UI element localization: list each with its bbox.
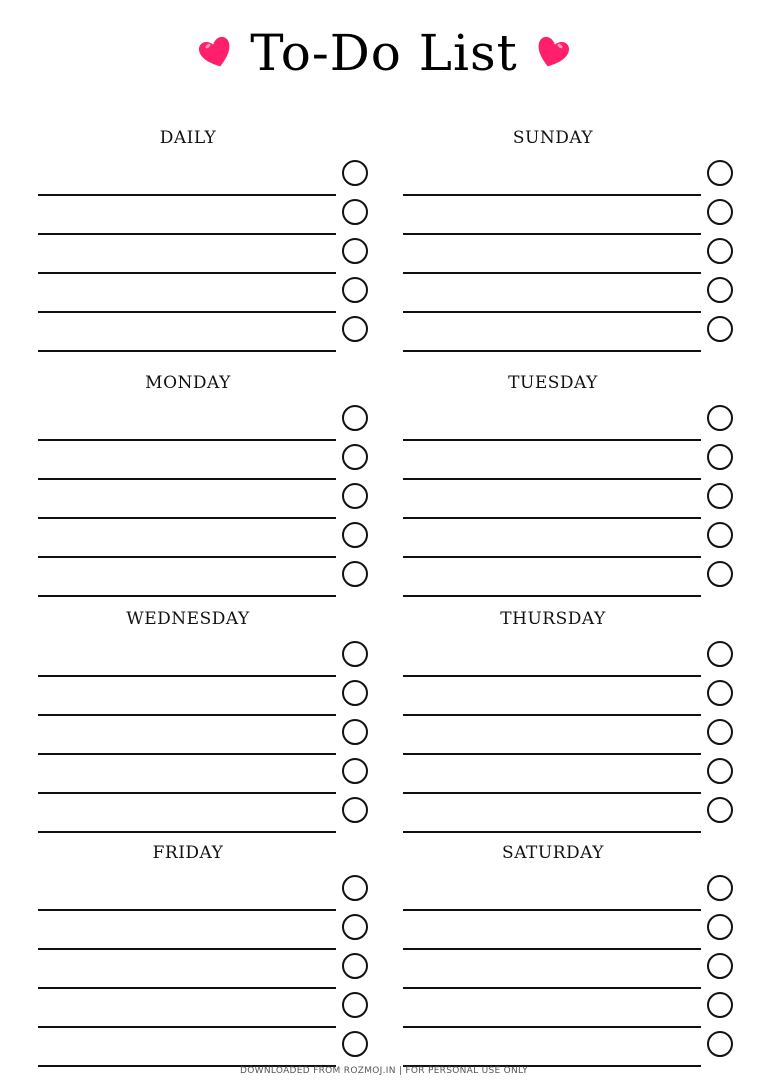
task-line[interactable] xyxy=(38,675,336,677)
heart-icon xyxy=(196,33,236,73)
task-row xyxy=(38,875,368,911)
task-line[interactable] xyxy=(403,909,701,911)
footer-note: DOWNLOADED FROM ROZMOJ.IN | FOR PERSONAL USE ONLY xyxy=(240,1066,528,1076)
task-row xyxy=(38,680,368,716)
section-title: DAILY xyxy=(159,128,217,148)
section-wednesday xyxy=(38,609,368,834)
task-checkbox[interactable] xyxy=(342,277,368,303)
task-row xyxy=(403,277,733,313)
task-row xyxy=(38,405,368,441)
task-checkbox[interactable] xyxy=(707,641,733,667)
section-monday xyxy=(38,373,368,598)
task-row xyxy=(38,561,368,597)
task-row xyxy=(403,522,733,558)
task-row xyxy=(403,992,733,1028)
task-checkbox[interactable] xyxy=(342,641,368,667)
task-checkbox[interactable] xyxy=(342,444,368,470)
task-row xyxy=(403,561,733,597)
task-checkbox[interactable] xyxy=(707,277,733,303)
task-row xyxy=(403,680,733,716)
task-checkbox[interactable] xyxy=(342,199,368,225)
task-checkbox[interactable] xyxy=(342,758,368,784)
task-line[interactable] xyxy=(38,478,336,480)
task-line[interactable] xyxy=(38,792,336,794)
task-checkbox[interactable] xyxy=(707,561,733,587)
task-checkbox[interactable] xyxy=(342,1031,368,1057)
task-line[interactable] xyxy=(403,194,701,196)
task-row xyxy=(403,483,733,519)
task-row xyxy=(403,758,733,794)
task-line[interactable] xyxy=(38,987,336,989)
section-daily xyxy=(38,128,368,353)
task-row xyxy=(38,522,368,558)
task-line[interactable] xyxy=(38,350,336,352)
task-checkbox[interactable] xyxy=(342,992,368,1018)
heart-icon xyxy=(532,33,572,73)
task-checkbox[interactable] xyxy=(342,160,368,186)
task-checkbox[interactable] xyxy=(707,238,733,264)
task-checkbox[interactable] xyxy=(707,199,733,225)
task-checkbox[interactable] xyxy=(707,797,733,823)
task-line[interactable] xyxy=(38,194,336,196)
task-row xyxy=(403,797,733,833)
section-thursday xyxy=(403,609,733,834)
task-line[interactable] xyxy=(38,714,336,716)
section-saturday xyxy=(403,843,733,1068)
section-title: MONDAY xyxy=(145,373,231,393)
task-row xyxy=(38,160,368,196)
task-checkbox[interactable] xyxy=(342,522,368,548)
task-checkbox[interactable] xyxy=(707,875,733,901)
section-title: SATURDAY xyxy=(502,843,604,863)
task-line[interactable] xyxy=(38,595,336,597)
task-line[interactable] xyxy=(403,714,701,716)
task-line[interactable] xyxy=(38,556,336,558)
task-line[interactable] xyxy=(403,831,701,833)
task-checkbox[interactable] xyxy=(707,914,733,940)
task-line[interactable] xyxy=(38,311,336,313)
task-checkbox[interactable] xyxy=(342,405,368,431)
section-title: FRIDAY xyxy=(152,843,224,863)
task-row xyxy=(403,641,733,677)
section-title: WEDNESDAY xyxy=(126,609,250,629)
task-row xyxy=(403,238,733,274)
section-title: TUESDAY xyxy=(508,373,598,393)
task-checkbox[interactable] xyxy=(707,444,733,470)
task-row xyxy=(38,483,368,519)
task-checkbox[interactable] xyxy=(707,405,733,431)
task-line[interactable] xyxy=(403,478,701,480)
title-bar xyxy=(0,18,768,88)
task-row xyxy=(38,758,368,794)
task-row xyxy=(403,875,733,911)
task-row xyxy=(38,953,368,989)
section-friday xyxy=(38,843,368,1068)
task-row xyxy=(38,238,368,274)
section-title: SUNDAY xyxy=(512,128,594,148)
task-row xyxy=(403,160,733,196)
task-row xyxy=(38,914,368,950)
task-checkbox[interactable] xyxy=(342,561,368,587)
task-line[interactable] xyxy=(403,792,701,794)
task-checkbox[interactable] xyxy=(707,758,733,784)
task-line[interactable] xyxy=(403,272,701,274)
task-line[interactable] xyxy=(38,831,336,833)
task-checkbox[interactable] xyxy=(342,680,368,706)
task-row xyxy=(403,405,733,441)
task-row xyxy=(38,277,368,313)
section-title: THURSDAY xyxy=(500,609,606,629)
task-row xyxy=(38,797,368,833)
task-checkbox[interactable] xyxy=(707,522,733,548)
section-sunday xyxy=(403,128,733,353)
task-checkbox[interactable] xyxy=(342,316,368,342)
task-line[interactable] xyxy=(38,272,336,274)
task-row xyxy=(38,1031,368,1067)
task-line[interactable] xyxy=(403,233,701,235)
task-row xyxy=(38,641,368,677)
task-checkbox[interactable] xyxy=(707,680,733,706)
task-row xyxy=(403,914,733,950)
task-line[interactable] xyxy=(38,1026,336,1028)
task-checkbox[interactable] xyxy=(342,797,368,823)
task-line[interactable] xyxy=(38,948,336,950)
task-line[interactable] xyxy=(38,753,336,755)
task-checkbox[interactable] xyxy=(707,992,733,1018)
task-row xyxy=(38,444,368,480)
task-row xyxy=(38,199,368,235)
task-row xyxy=(38,719,368,755)
task-line[interactable] xyxy=(403,556,701,558)
section-tuesday xyxy=(403,373,733,598)
task-line[interactable] xyxy=(38,439,336,441)
task-line[interactable] xyxy=(403,675,701,677)
task-line[interactable] xyxy=(38,517,336,519)
task-line[interactable] xyxy=(403,350,701,352)
task-line[interactable] xyxy=(38,909,336,911)
page-title: To-Do List xyxy=(250,24,518,82)
task-line[interactable] xyxy=(403,439,701,441)
task-checkbox[interactable] xyxy=(707,483,733,509)
task-checkbox[interactable] xyxy=(342,914,368,940)
task-checkbox[interactable] xyxy=(707,1031,733,1057)
task-row xyxy=(403,444,733,480)
task-line[interactable] xyxy=(403,1026,701,1028)
task-row xyxy=(403,953,733,989)
task-checkbox[interactable] xyxy=(342,238,368,264)
task-checkbox[interactable] xyxy=(342,953,368,979)
task-line[interactable] xyxy=(403,595,701,597)
task-line[interactable] xyxy=(403,948,701,950)
task-line[interactable] xyxy=(403,987,701,989)
task-row xyxy=(403,1031,733,1067)
task-checkbox[interactable] xyxy=(707,160,733,186)
task-row xyxy=(403,316,733,352)
task-line[interactable] xyxy=(403,311,701,313)
task-line[interactable] xyxy=(403,517,701,519)
task-line[interactable] xyxy=(403,753,701,755)
task-checkbox[interactable] xyxy=(342,483,368,509)
task-checkbox[interactable] xyxy=(342,875,368,901)
task-line[interactable] xyxy=(38,233,336,235)
task-checkbox[interactable] xyxy=(707,316,733,342)
task-checkbox[interactable] xyxy=(707,953,733,979)
task-row xyxy=(38,992,368,1028)
task-row xyxy=(38,316,368,352)
task-checkbox[interactable] xyxy=(707,719,733,745)
task-checkbox[interactable] xyxy=(342,719,368,745)
task-row xyxy=(403,199,733,235)
task-row xyxy=(403,719,733,755)
